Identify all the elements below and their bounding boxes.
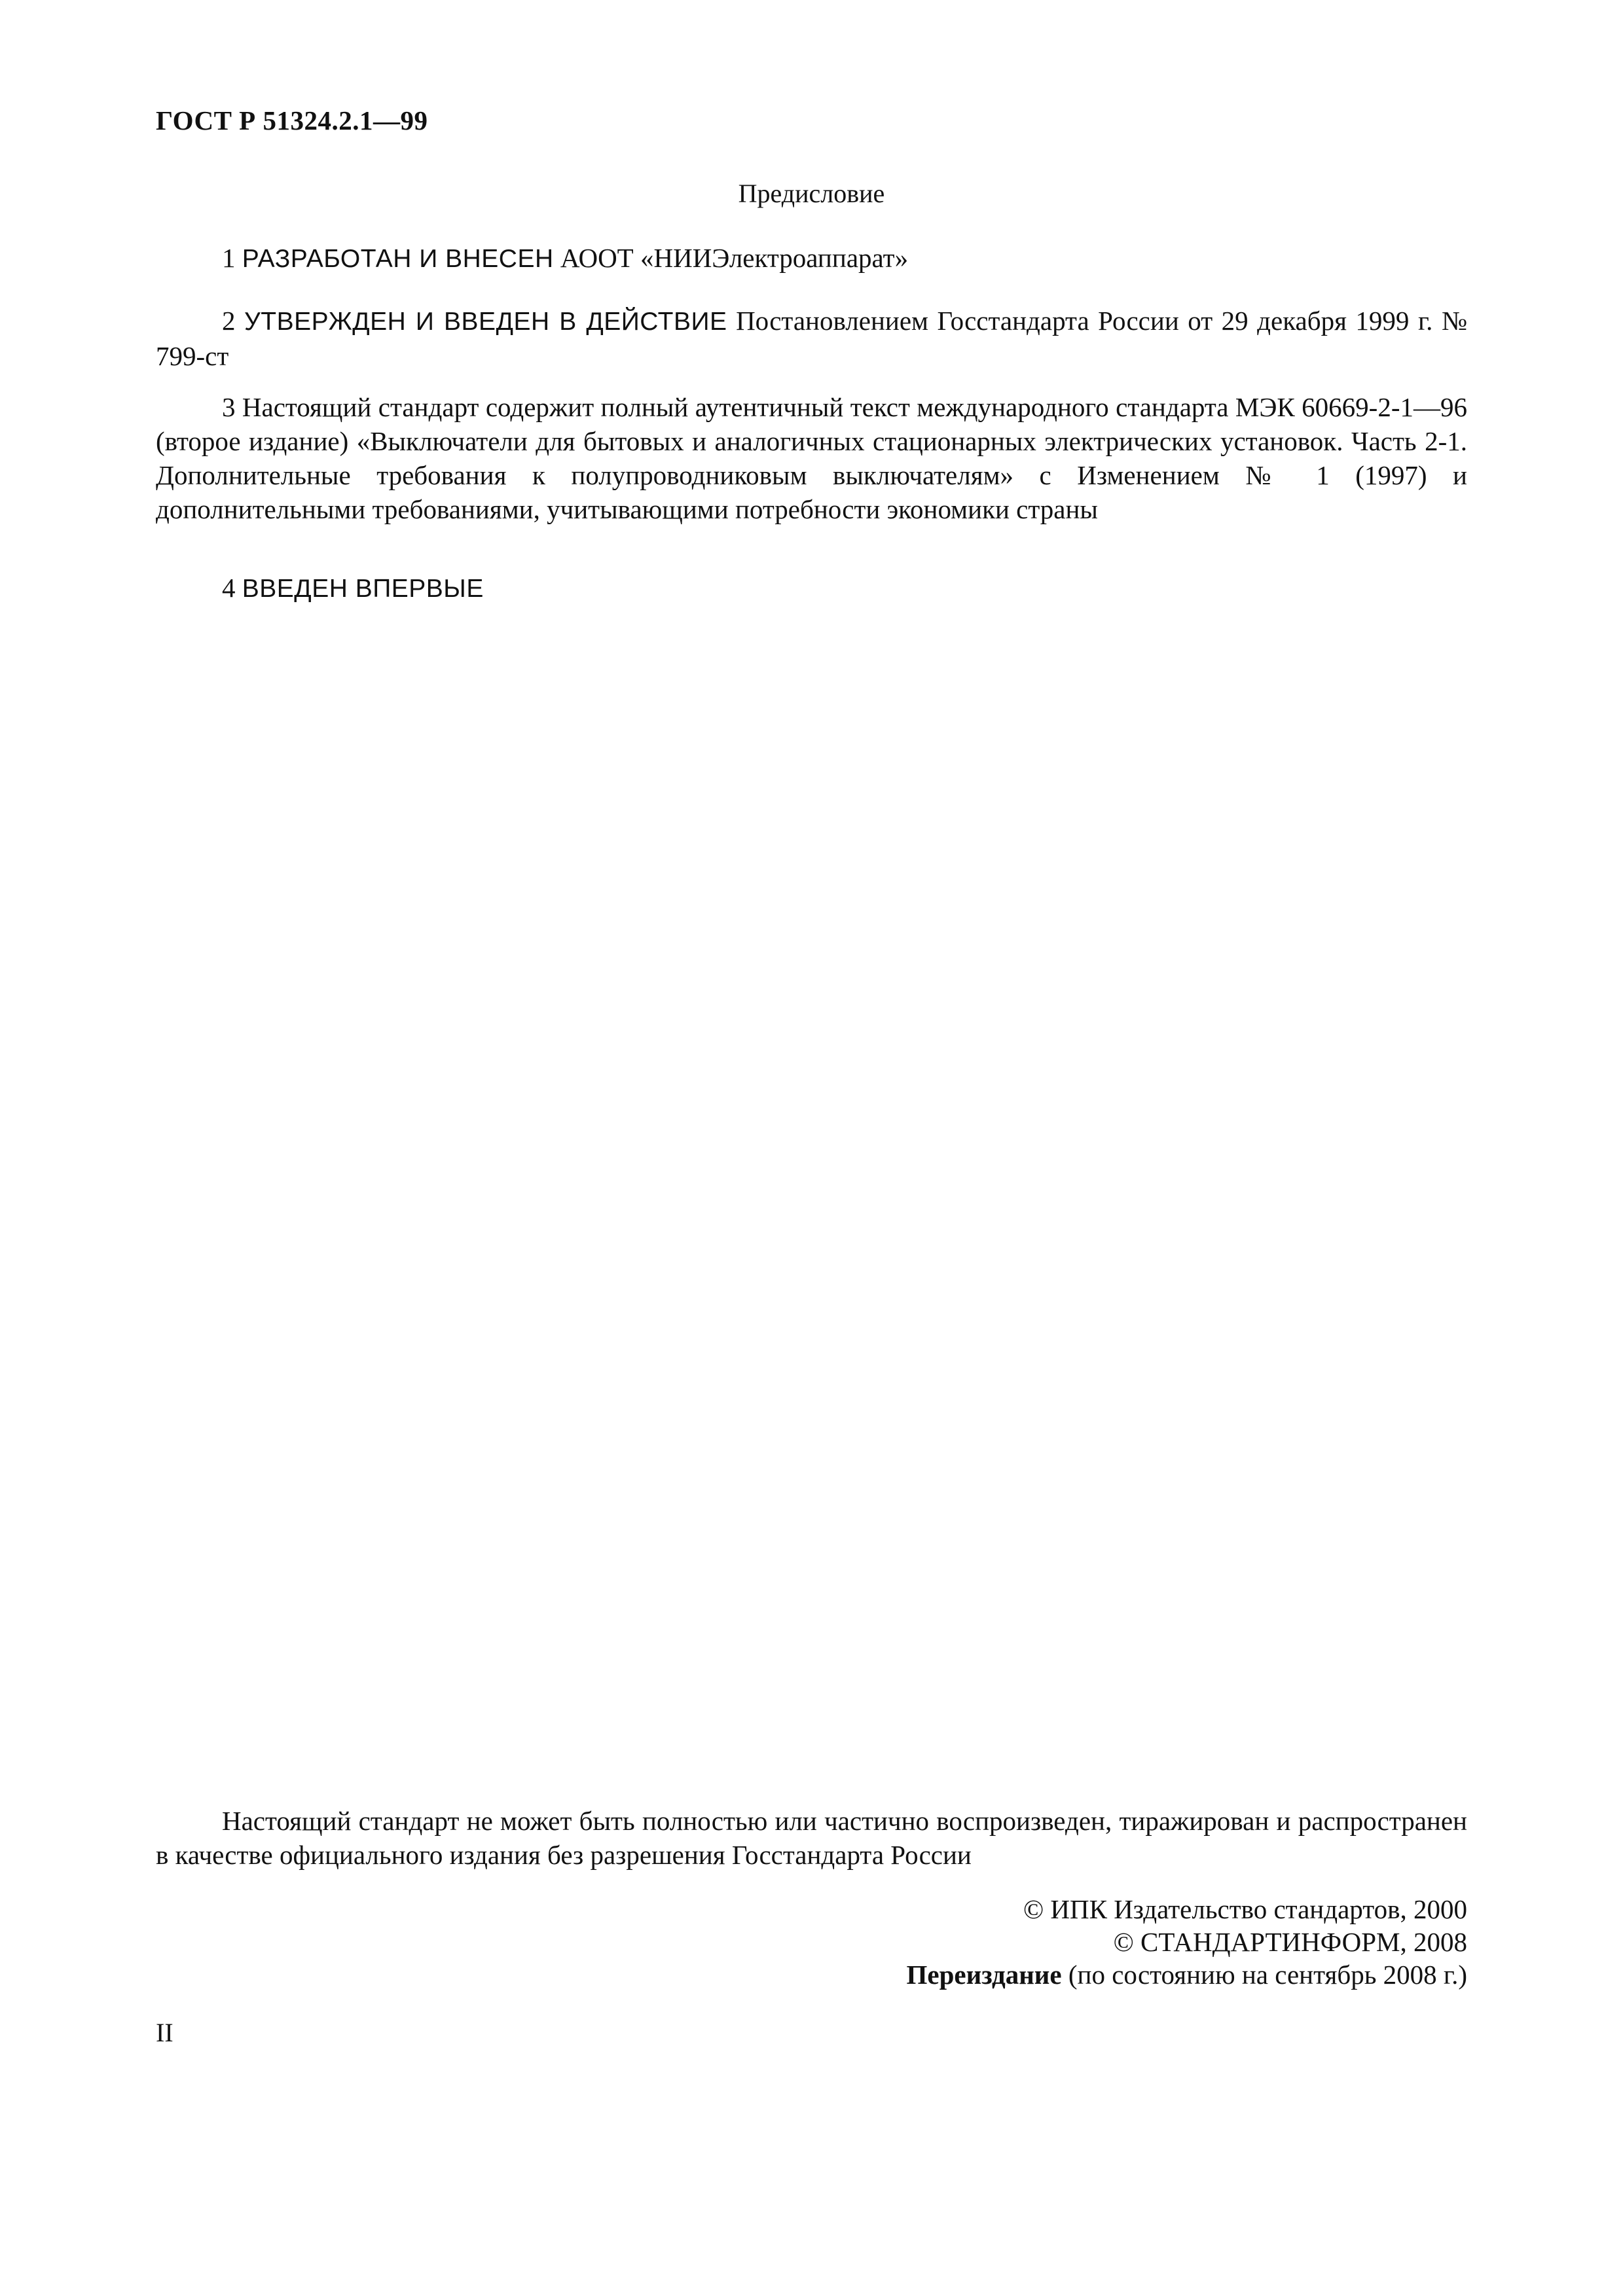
item-caps: ВВЕДЕН ВПЕРВЫЕ xyxy=(242,575,484,603)
page-number: II xyxy=(156,2018,173,2047)
item-text: Настоящий стандарт содержит полный аутентичный текст международного стандарта МЭК 60669-2-1—96 (второе издание) «Выключатели для бытовых и аналогичных стационарных электрических установок. Часть 2-1. Дополнительные требования к полупроводниковым выключателям» с Изменением № 1 (1997) и дополнительными требованиями, учитывающими потребности экономики страны xyxy=(156,392,1467,524)
item-text: Постановлением Госстандарта России от 29 декабря 1999 г. № 799-ст xyxy=(156,306,1468,371)
copyright-line-standartinform: © СТАНДАРТИНФОРМ, 2008 xyxy=(1113,1927,1467,1957)
item-number: 1 xyxy=(222,243,236,273)
reissue-label: Переиздание xyxy=(906,1960,1062,1990)
foreword-item-3 xyxy=(156,390,1467,526)
foreword-item-2 xyxy=(156,304,1467,373)
copyright-line-ipk: © ИПК Издательство стандартов, 2000 xyxy=(1023,1894,1467,1924)
copyright-block xyxy=(907,1893,1468,1991)
reproduction-notice: Настоящий стандарт не может быть полностью или частично воспроизведен, тиражирован и распространен в качестве официального издания без разрешения Госстандарта России xyxy=(156,1806,1467,1870)
item-caps: УТВЕРЖДЕН И ВВЕДЕН В ДЕЙСТВИЕ xyxy=(244,308,727,336)
item-number: 2 xyxy=(222,306,236,336)
item-number: 4 xyxy=(222,573,236,603)
item-text: АООТ «НИИЭлектроаппарат» xyxy=(560,243,909,273)
standard-code: ГОСТ Р 51324.2.1—99 xyxy=(156,105,428,135)
foreword-title: Предисловие xyxy=(738,179,885,208)
reissue-line xyxy=(907,1958,1468,1991)
item-caps: РАЗРАБОТАН И ВНЕСЕН xyxy=(242,245,554,273)
item-number: 3 xyxy=(222,392,236,422)
foreword-item-4 xyxy=(156,571,1467,606)
reissue-note: (по состоянию на сентябрь 2008 г.) xyxy=(1068,1960,1467,1990)
foreword-item-1 xyxy=(156,241,1467,276)
